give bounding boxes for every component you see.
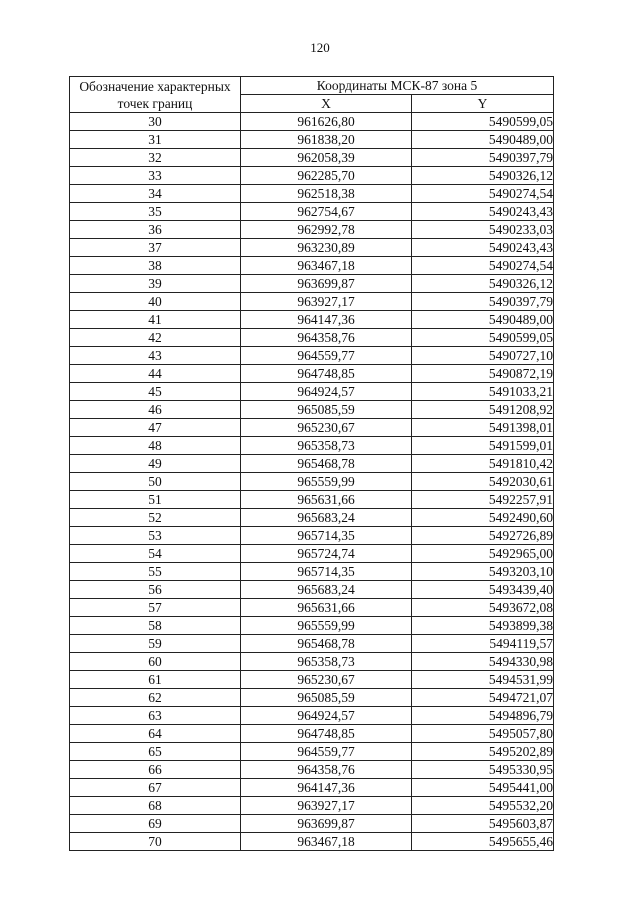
point-cell: 39 [70,275,241,293]
point-cell: 43 [70,347,241,365]
y-cell: 5495532,20 [412,797,554,815]
x-cell: 965683,24 [241,509,412,527]
x-cell: 965468,78 [241,635,412,653]
table-row [70,671,554,689]
point-cell: 66 [70,761,241,779]
point-cell: 44 [70,365,241,383]
table-row [70,653,554,671]
x-cell: 964748,85 [241,365,412,383]
y-cell: 5495202,89 [412,743,554,761]
coordinates-table [69,76,554,851]
y-cell: 5492726,89 [412,527,554,545]
x-cell: 965559,99 [241,473,412,491]
table-row [70,275,554,293]
point-cell: 64 [70,725,241,743]
point-cell: 35 [70,203,241,221]
x-cell: 965085,59 [241,689,412,707]
point-cell: 68 [70,797,241,815]
y-cell: 5490872,19 [412,365,554,383]
x-cell: 965230,67 [241,419,412,437]
y-cell: 5490397,79 [412,149,554,167]
table-row [70,617,554,635]
y-cell: 5494896,79 [412,707,554,725]
x-cell: 964147,36 [241,779,412,797]
x-cell: 965468,78 [241,455,412,473]
y-cell: 5491208,92 [412,401,554,419]
y-cell: 5493203,10 [412,563,554,581]
point-cell: 56 [70,581,241,599]
point-cell: 58 [70,617,241,635]
x-cell: 964559,77 [241,743,412,761]
point-cell: 62 [70,689,241,707]
x-cell: 963467,18 [241,257,412,275]
y-cell: 5490489,00 [412,131,554,149]
point-cell: 61 [70,671,241,689]
x-cell: 961838,20 [241,131,412,149]
x-cell: 964358,76 [241,761,412,779]
y-cell: 5491033,21 [412,383,554,401]
table-row [70,797,554,815]
table-row [70,167,554,185]
point-cell: 60 [70,653,241,671]
table-row [70,203,554,221]
x-cell: 965085,59 [241,401,412,419]
header-x: X [241,95,412,113]
y-cell: 5493439,40 [412,581,554,599]
y-cell: 5490489,00 [412,311,554,329]
table-row [70,707,554,725]
table-row [70,437,554,455]
point-cell: 33 [70,167,241,185]
table-row [70,725,554,743]
table-row [70,761,554,779]
x-cell: 962754,67 [241,203,412,221]
x-cell: 964147,36 [241,311,412,329]
y-cell: 5494119,57 [412,635,554,653]
y-cell: 5490326,12 [412,275,554,293]
point-cell: 30 [70,113,241,131]
table-row [70,815,554,833]
y-cell: 5492965,00 [412,545,554,563]
point-cell: 51 [70,491,241,509]
point-cell: 52 [70,509,241,527]
table-row [70,293,554,311]
y-cell: 5495655,46 [412,833,554,851]
x-cell: 963927,17 [241,293,412,311]
x-cell: 964559,77 [241,347,412,365]
y-cell: 5490243,43 [412,239,554,257]
x-cell: 965714,35 [241,563,412,581]
table-row [70,311,554,329]
point-cell: 38 [70,257,241,275]
point-cell: 31 [70,131,241,149]
table-row [70,689,554,707]
table-row [70,833,554,851]
table-row [70,581,554,599]
x-cell: 964358,76 [241,329,412,347]
point-cell: 69 [70,815,241,833]
y-cell: 5494330,98 [412,653,554,671]
table-row [70,779,554,797]
y-cell: 5495441,00 [412,779,554,797]
table-row [70,329,554,347]
table-row [70,149,554,167]
point-cell: 40 [70,293,241,311]
x-cell: 965358,73 [241,437,412,455]
x-cell: 965559,99 [241,617,412,635]
header-y: Y [412,95,554,113]
table-row [70,113,554,131]
y-cell: 5495603,87 [412,815,554,833]
y-cell: 5491398,01 [412,419,554,437]
x-cell: 962285,70 [241,167,412,185]
x-cell: 965358,73 [241,653,412,671]
table-body [70,113,554,851]
table-row [70,455,554,473]
point-cell: 37 [70,239,241,257]
table-row [70,185,554,203]
x-cell: 963230,89 [241,239,412,257]
x-cell: 963927,17 [241,797,412,815]
y-cell: 5490274,54 [412,257,554,275]
x-cell: 963467,18 [241,833,412,851]
table-row [70,383,554,401]
y-cell: 5490233,03 [412,221,554,239]
point-cell: 45 [70,383,241,401]
x-cell: 964924,57 [241,383,412,401]
table-row [70,221,554,239]
y-cell: 5490326,12 [412,167,554,185]
x-cell: 964748,85 [241,725,412,743]
table-row [70,509,554,527]
x-cell: 963699,87 [241,815,412,833]
x-cell: 964924,57 [241,707,412,725]
y-cell: 5493899,38 [412,617,554,635]
table-row [70,743,554,761]
x-cell: 965683,24 [241,581,412,599]
y-cell: 5492257,91 [412,491,554,509]
y-cell: 5495330,95 [412,761,554,779]
point-cell: 34 [70,185,241,203]
table-row [70,635,554,653]
table-row [70,491,554,509]
y-cell: 5490599,05 [412,113,554,131]
point-cell: 41 [70,311,241,329]
x-cell: 962518,38 [241,185,412,203]
y-cell: 5492490,60 [412,509,554,527]
point-cell: 48 [70,437,241,455]
point-cell: 55 [70,563,241,581]
header-point-designation: Обозначение характерных точек границ [70,77,241,113]
point-cell: 46 [70,401,241,419]
table-row [70,563,554,581]
y-cell: 5490397,79 [412,293,554,311]
point-cell: 63 [70,707,241,725]
x-cell: 962992,78 [241,221,412,239]
y-cell: 5491599,01 [412,437,554,455]
y-cell: 5494721,07 [412,689,554,707]
x-cell: 965714,35 [241,527,412,545]
point-cell: 50 [70,473,241,491]
point-cell: 57 [70,599,241,617]
table-row [70,131,554,149]
point-cell: 54 [70,545,241,563]
table-row [70,239,554,257]
y-cell: 5494531,99 [412,671,554,689]
x-cell: 961626,80 [241,113,412,131]
header-coordinate-system: Координаты МСК-87 зона 5 [241,77,554,95]
table-row [70,545,554,563]
point-cell: 70 [70,833,241,851]
y-cell: 5493672,08 [412,599,554,617]
table-row [70,365,554,383]
point-cell: 59 [70,635,241,653]
table-row [70,527,554,545]
y-cell: 5495057,80 [412,725,554,743]
y-cell: 5491810,42 [412,455,554,473]
y-cell: 5490243,43 [412,203,554,221]
x-cell: 965631,66 [241,599,412,617]
x-cell: 963699,87 [241,275,412,293]
y-cell: 5490599,05 [412,329,554,347]
point-cell: 67 [70,779,241,797]
x-cell: 965230,67 [241,671,412,689]
point-cell: 53 [70,527,241,545]
y-cell: 5492030,61 [412,473,554,491]
x-cell: 965724,74 [241,545,412,563]
point-cell: 47 [70,419,241,437]
y-cell: 5490727,10 [412,347,554,365]
x-cell: 965631,66 [241,491,412,509]
table-row [70,257,554,275]
table-row [70,401,554,419]
point-cell: 42 [70,329,241,347]
x-cell: 962058,39 [241,149,412,167]
y-cell: 5490274,54 [412,185,554,203]
page-number: 120 [310,40,330,55]
table-row [70,419,554,437]
point-cell: 36 [70,221,241,239]
table-row [70,473,554,491]
point-cell: 65 [70,743,241,761]
table-row [70,347,554,365]
point-cell: 32 [70,149,241,167]
table-row [70,599,554,617]
point-cell: 49 [70,455,241,473]
